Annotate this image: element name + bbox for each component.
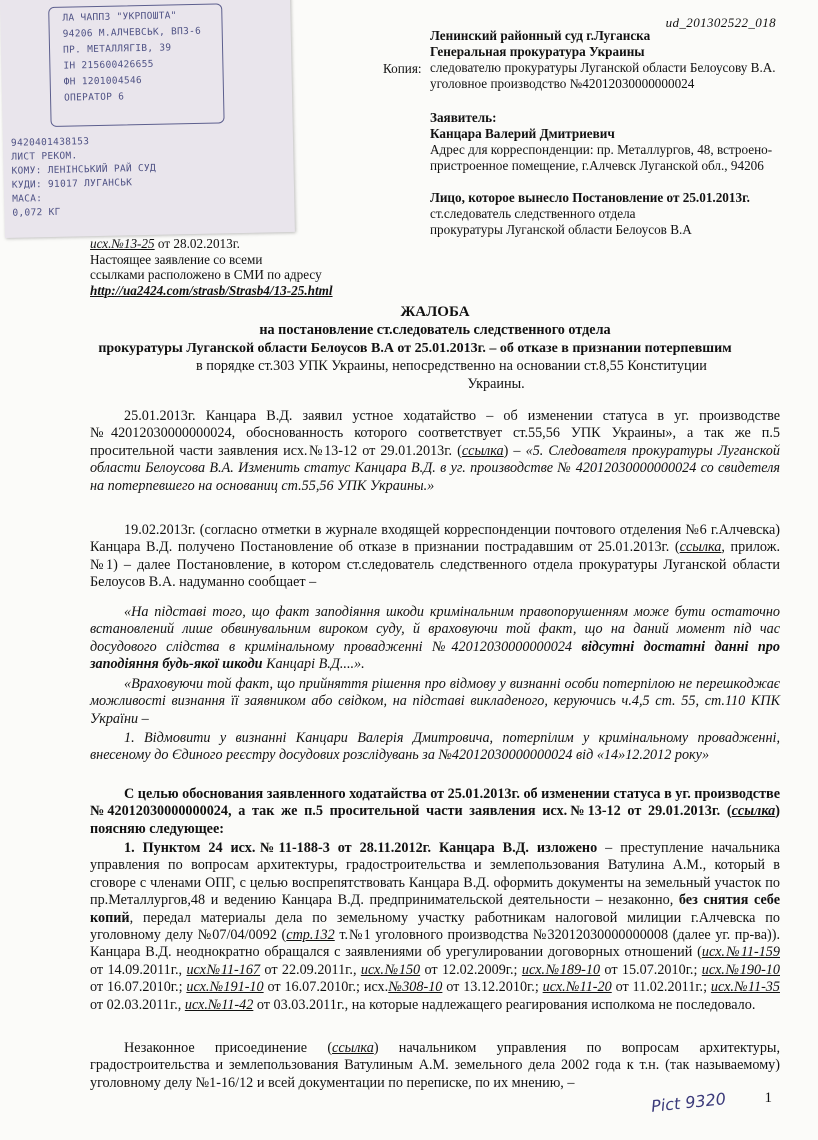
stamp-line: ФН 1201004546 xyxy=(63,75,143,88)
paragraph-text: 19.02.2013г. (согласно отметки в журнале входящей корреспонденции почтового отделения №6 г.Алчевска) Канцара В.Д. получено Постановление об отказе в признании пострадавшим от 25.01.2013г. ( xyxy=(90,522,780,556)
reference-link[interactable]: исх.№11-159 xyxy=(701,944,780,961)
reference-date: от 15.07.2010г.; xyxy=(600,961,702,978)
document-title: ЖАЛОБА xyxy=(400,304,470,320)
paragraph-request xyxy=(90,408,780,495)
reference-date: от 13.12.2010г.; xyxy=(442,979,543,996)
quote-emphasis: відсутні достатні данні про заподіяння будь-якої шкоди xyxy=(90,638,780,673)
reference-date: от 14.09.2011г., xyxy=(90,961,187,978)
respondent-line: Лицо, которое вынесло Постановление от 25.01.2013г. xyxy=(430,190,750,205)
outgoing-date: от 28.02.2013г. xyxy=(154,236,240,251)
quote-decision xyxy=(90,604,780,674)
quote-grounds: «Враховуючи той факт, що прийняття рішення про відмову у визнанні особи потерпілою не перешкоджає можливості визнання її заявником або свідком, на підставі викладеного, керуючись ч.4,5 ст. 55, ст.110 КПК України – xyxy=(90,676,780,727)
paragraph-justification xyxy=(90,786,780,838)
emphasis: без снятия себе копий xyxy=(90,892,780,926)
reference-link[interactable]: ссылка xyxy=(332,1040,374,1056)
stamp-line: ЛИСТ РЕКОМ. xyxy=(11,150,78,163)
copy-recipient: следователю прокуратуры Луганской области Белоусову В.А. xyxy=(430,60,776,75)
addressee-prosecutor: Генеральная прокуратура Украины xyxy=(430,44,645,59)
applicant-address: Адрес для корреспонденции: пр. Металлургов, 48, встроено- xyxy=(430,142,773,157)
stamp-line: ЛА ЧАПП3 "УКРПОШТА" xyxy=(62,10,177,24)
reference-link[interactable]: исх.№189-10 xyxy=(521,961,601,978)
paragraph-text: , передал материалы дела по земельному участку работникам налоговой милиции г.Алчевска по уголовному делу №07/04/0092 ( xyxy=(90,909,780,944)
page-reference-link[interactable]: стр.132 xyxy=(286,927,335,944)
title-basis: в порядке ст.303 УПК Украины, непосредственно на основании ст.8,55 Конституции xyxy=(196,358,707,374)
reference-link[interactable]: исх.№150 xyxy=(360,961,421,978)
paragraph-text: ) начальником управления по вопросам архитектуры, градостроительства и землепользования Ватулиным А.М. земельного дела 2002 года к т.н. (так называемому) уголовному делу №1-16/12 и всей документации по переписке, по их мнению, – xyxy=(90,1040,780,1091)
stamp-line: ОПЕРАТОР 6 xyxy=(63,91,125,104)
paragraph-text: , прилож.№1) – далее Постановление, в котором ст.следователь следственного отдела прокуратуры Луганской области Белоусов В.А. надуманно сообщает – xyxy=(90,539,781,591)
stamp-line: 94206 М.АЛЧЕВСЬК, ВПЗ-6 xyxy=(62,25,202,40)
title-subject: на постановление ст.следователь следственного отдела xyxy=(259,322,611,338)
reference-date: от 12.02.2009г.; xyxy=(420,961,522,978)
paragraph-text: С целью обоснования заявленного ходатайства от 25.01.2013г. об изменении статуса в уг. производстве №42012030000000024, а так же п.5 просительной части заявления исх.№13-12 от 29.01.2013г. ( xyxy=(90,786,780,820)
paragraph-text: , на которые надлежащего реагирования исполкома не последовало. xyxy=(344,996,756,1013)
title-basis-2: Украины. xyxy=(467,376,525,392)
reference-link[interactable]: исх.№11-42 xyxy=(184,996,254,1013)
quote-text: Канцарі В.Д....». xyxy=(262,656,365,673)
point-heading: 1. Пунктом 24 исх.№11-188-3 от 28.11.2012г. Канцара В.Д. изложено xyxy=(124,840,598,856)
applicant-address-2: пристроенное помещение, г.Алчевск Луганской обл., 94206 xyxy=(430,158,764,173)
stamp-line: 0,072 КГ xyxy=(12,206,61,219)
paragraph-point-1 xyxy=(90,840,780,1014)
paragraph-text: ) поясняю следующее: xyxy=(90,803,780,837)
reference-link[interactable]: исх.№190-10 xyxy=(701,961,780,978)
reference-link[interactable]: ссылка xyxy=(679,539,722,556)
addressee-court: Ленинский районный суд г.Луганска xyxy=(430,28,651,43)
reference-link[interactable]: исх.№191-10 xyxy=(186,979,264,996)
paragraph-text: Незаконное присоединение ( xyxy=(124,1040,333,1056)
quote-text: «На підставі того, що факт заподіяння шкоди кримінальним правопорушенням може бути остаточно встановлений лише обвинувальним вироком суду, й враховуючи той факт, що на даний момент під час досудового слідства в кримінальному провадженні №42012030000000024 xyxy=(90,604,780,655)
outgoing-note-2: ссылками расположено в СМИ по адресу xyxy=(90,267,322,283)
reference-link[interactable]: исх.№11-35 xyxy=(710,979,780,996)
paragraph-receipt xyxy=(90,522,780,592)
reference-link[interactable]: исх.№11-20 xyxy=(542,979,612,996)
reference-date: от 22.09.2011г., xyxy=(260,961,361,978)
stamp-line: IН 215600426655 xyxy=(63,58,154,72)
reference-link[interactable]: №308-10 xyxy=(388,979,443,996)
quote-resolution: 1. Відмовити у визнанні Канцари Валерія Дмитровича, потерпілим у кримінальному провадженні, внесеному до Єдиного реєстру досудових розслідувань за №42012030000000024 від «14»12.2012 року» xyxy=(90,730,780,764)
quote: «5. Следователя прокуратуры Луганской области Белоусова В.А. Изменить статус Канцара В.Д. в уг. производстве № 42012030000000024 со свидетеля на потерпевшего на основаниц ст.55,56 УПК Украины.» xyxy=(90,442,780,494)
stamp-line: 9420401438153 xyxy=(10,136,90,149)
copy-case-number: уголовное производство №42012030000000024 xyxy=(430,76,695,91)
outgoing-note: Настоящее заявление со всеми xyxy=(90,251,263,267)
reference-link[interactable]: ссылка xyxy=(731,803,776,820)
applicant-name: Канцара Валерий Дмитриевич xyxy=(430,126,615,141)
reference-date: от 02.03.2011г., xyxy=(90,996,185,1013)
respondent-name: прокуратуры Луганской области Белоусов В.А xyxy=(430,222,692,237)
paragraph-text: т.№1 уголовного производства №32012030000000008 (далее уг. пр-ва)). Канцара В.Д. неоднократно обращался с заявлениями об урегулировании договорных отношений ( xyxy=(90,927,780,961)
media-url-link[interactable]: http://ua2424.com/strasb/Strasb4/13-25.html xyxy=(90,282,333,298)
respondent-position: ст.следователь следственного отдела xyxy=(430,206,636,221)
title-subject-2: прокуратуры Луганской области Белоусов В.А от 25.01.2013г. – об отказе в признании потерпевшим xyxy=(98,341,732,356)
stamp-line: МАСА: xyxy=(12,193,43,205)
reference-date: от 03.03.2011г. xyxy=(253,996,345,1013)
copy-label: Копия: xyxy=(383,61,422,76)
stamp-line: КОМУ: ЛЕНIНСЬКИЙ РАЙ СУД xyxy=(11,162,157,177)
paragraph-text: ) – xyxy=(503,442,526,459)
stamp-line: ПР. МЕТАЛЛЯГIВ, 39 xyxy=(62,42,172,56)
outgoing-ref-link[interactable]: исх.№13-25 xyxy=(90,236,155,251)
postal-stamp xyxy=(0,0,295,238)
reference-date: от 16.07.2010г.; xyxy=(90,979,187,996)
reference-date: от 16.07.2010г.; исх. xyxy=(263,979,389,996)
reference-date: от 11.02.2011г.; xyxy=(611,979,711,996)
outgoing-block xyxy=(90,236,333,298)
page-number: 1 xyxy=(764,1090,772,1106)
stamp-line: КУДИ: 91017 ЛУГАНСЬК xyxy=(11,177,133,191)
document-id: ud_201302522_018 xyxy=(665,15,776,30)
paragraph-text: – преступление начальника управления по вопросам архитектуры, градостроительства и землепользования Ватулина А.М., который в сговоре с членами ОПГ, с целью воспрепятствовать Канцара В.Д. оформить документы на земельный участок по пр.Металлургов,48 и ведению Канцара В.Д. предпринимательской деятельности – незаконно, xyxy=(90,840,780,909)
reference-link[interactable]: исх№11-167 xyxy=(186,961,261,978)
paragraph-annexation xyxy=(90,1040,780,1092)
paragraph-text: 25.01.2013г. Канцара В.Д. заявил устное ходатайство – об изменении статуса в уг. производстве №42012030000000024, обоснованность которого соответствует ст.55,56 УПК Украины», а так же п.5 просительной части заявления исх.№13-12 от 29.01.2013г. ( xyxy=(90,408,780,459)
handwritten-note: Pict 9320 xyxy=(650,1089,727,1116)
reference-link[interactable]: ссылка xyxy=(461,442,504,459)
applicant-label: Заявитель: xyxy=(430,110,497,125)
